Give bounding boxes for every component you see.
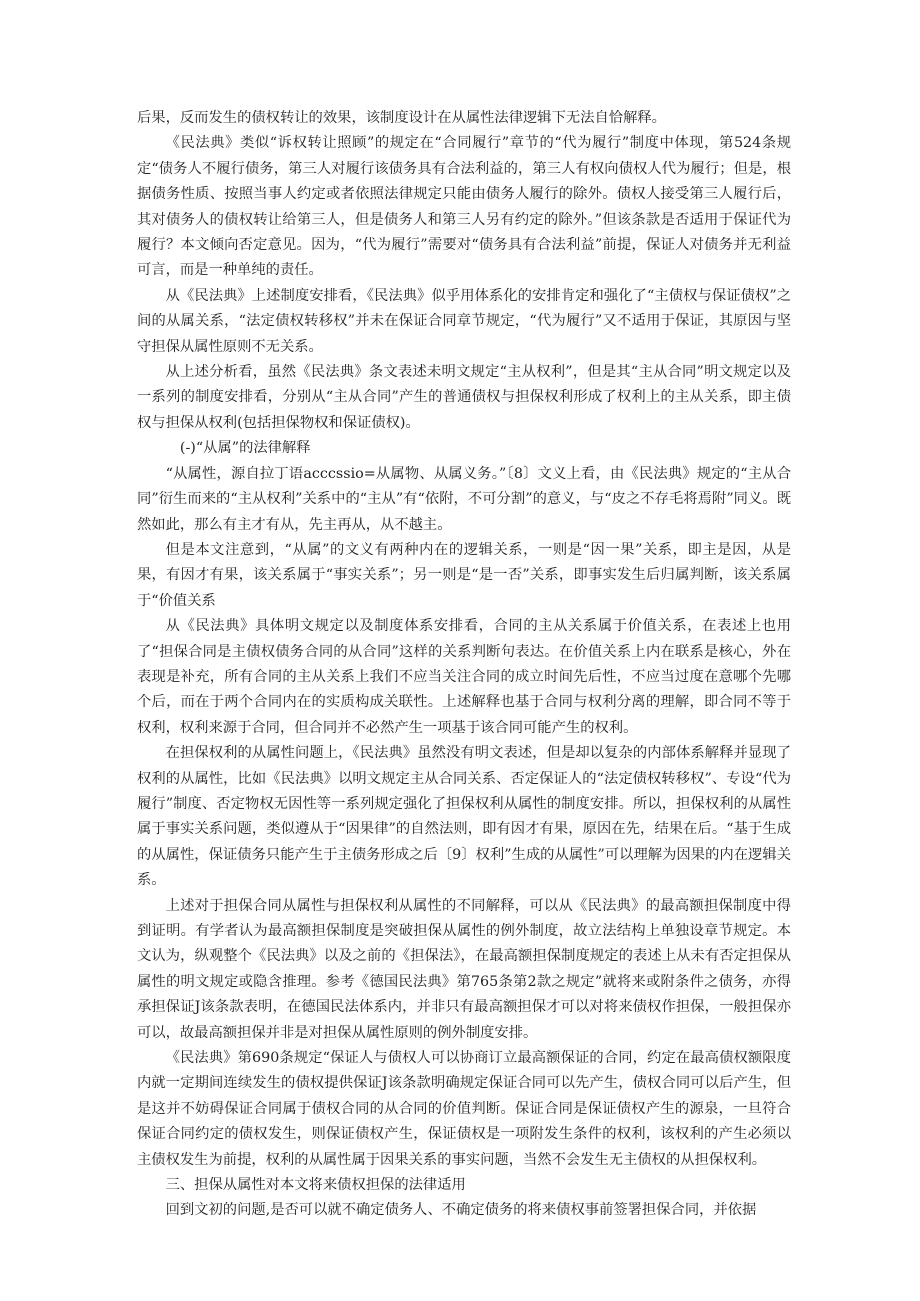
paragraph-value-relation: 从《民法典》具体明文规定以及制度体系安排看，合同的主从关系属于价值关系，在表述上也用了“担保合同是主债权债务合同的从合同”这样的关系判断句表达。在价值关系上内在联系是核心，外在表现是补充，所有合同的主从关系上我们不应当关注合同的成立时间先后性，不应当过度在意哪个先哪个后，而在于两个合同内在的实质构成关联性。上述解释也基于合同与权利分离的理解，即合同不等于权利，权利来源于合同，但合同并不必然产生一项基于该合同可能产生的权利。: [137, 618, 791, 736]
paragraph-system-arrangement: 从《民法典》上述制度安排看，《民法典》似乎用体系化的安排肯定和强化了“主债权与保证债权”之间的从属关系，“法定债权转移权”并未在保证合同章节规定，“代为履行”又不适用于保证，其原因与坚守担保从属性原则不无关系。: [137, 287, 791, 355]
document-page: [137, 106, 791, 1224]
paragraph-two-relations: 但是本文注意到，“从属”的文义有两种内在的逻辑关系，一则是“因一果”关系，即主是因，从是果，有因才有果，该关系属于“事实关系”；另一则是“是一否”关系，即事实发生后归属判断，该关系属于“价值关系: [137, 541, 791, 609]
paragraph-agency-performance: 《民法典》类似“诉权转让照顾”的规定在“合同履行”章节的“代为履行”制度中体现，第524条规定“债务人不履行债务，第三人对履行该债务具有合法利益的，第三人有权向债权人代为履行；但是，根据债务性质、按照当事人约定或者依照法律规定只能由债务人履行的除外。债权人接受第三人履行后，其对债务人的债权转让给第三人，但是债务人和第三人另有约定的除外。”但该条款是否适用于保证代为履行？本文倾向否定意见。因为，“代为履行”需要对“债务具有合法利益”前提，保证人对债务并无利益可言，而是一种单纯的责任。: [137, 135, 791, 279]
section-heading-subordination: (-)“从属”的法律解释: [179, 440, 311, 457]
paragraph-continuation: 后果，反而发生的债权转让的效果，该制度设计在从属性法律逻辑下无法自恰解释。: [137, 110, 666, 126]
paragraph-maximum-guarantee: 上述对于担保合同从属性与担保权利从属性的不同解释，可以从《民法典》的最高额担保制度中得到证明。有学者认为最高额担保制度是突破担保从属性的例外制度，故立法结构上单独设章节规定。本文认为，纵观整个《民法典》以及之前的《担保法》，在最高额担保制度规定的表述上从未有否定担保从属性的明文规定或隐含推理。参考《德国民法典》第765条第2款之规定”就将来或附条件之债务，亦得承担保证J该条款表明，在德国民法体系内，并非只有最高额担保才可以对将来债权作担保，一般担保亦可以，故最高额担保并非是对担保从属性原则的例外制度安排。: [137, 897, 791, 1041]
section-heading-three: 三、担保从属性对本文将来债权担保的法律适用: [165, 1177, 466, 1194]
paragraph-analysis: 从上述分析看，虽然《民法典》条文表述未明文规定“主从权利”，但是其“主从合同”明文规定以及一系列的制度安排看，分别从“主从合同”产生的普通债权与担保权利形成了权利上的主从关系，即主债权与担保从权利(包括担保物权和保证债权)。: [137, 364, 791, 431]
paragraph-article-690: 《民法典》第690条规定“保证人与债权人可以协商订立最高额保证的合同，约定在最高债权额限度内就一定期间连续发生的债权提供保证J该条款明确规定保证合同可以先产生，债权合同可以后产生，但是这并不妨碍保证合同属于债权合同的从合同的价值判断。保证合同是保证债权产生的源泉，一旦符合保证合同约定的债权发生，则保证债权产生，保证债权是一项附发生条件的权利，该权利的产生必须以主债权发生为前提，权利的从属性属于因果关系的事实问题，当然不会发生无主债权的从担保权利。: [137, 1050, 791, 1168]
paragraph-return-question: 回到文初的问题,是否可以就不确定债务人、不确定债务的将来债权事前签署担保合同，并依据: [165, 1202, 757, 1219]
paragraph-guarantee-rights: 在担保权利的从属性问题上，《民法典》虽然没有明文表述，但是却以复杂的内部体系解释并显现了权利的从属性，比如《民法典》以明文规定主从合同关系、否定保证人的“法定债权转移权”、专设“代为履行”制度、否定物权无因性等一系列规定强化了担保权利从属性的制度安排。所以，担保权利的从属性属于事实关系问题，类似遵从于“因果律”的自然法则，即有因才有果，原因在先，结果在后。“基于生成的从属性，保证债务只能产生于主债务形成之后〔9〕权利”生成的从属性”可以理解为因果的内在逻辑关系。: [137, 745, 791, 889]
paragraph-latin-origin: “从属性，源自拉丁语acccssio=从属物、从属义务。”〔8〕文义上看，由《民法典》规定的“主从合同”衍生而来的“主从权利”关系中的“主从”有“依附，不可分割”的意义，与“皮之不存毛将焉附”同义。既然如此，那么有主才有从，先主再从，从不越主。: [137, 465, 791, 533]
